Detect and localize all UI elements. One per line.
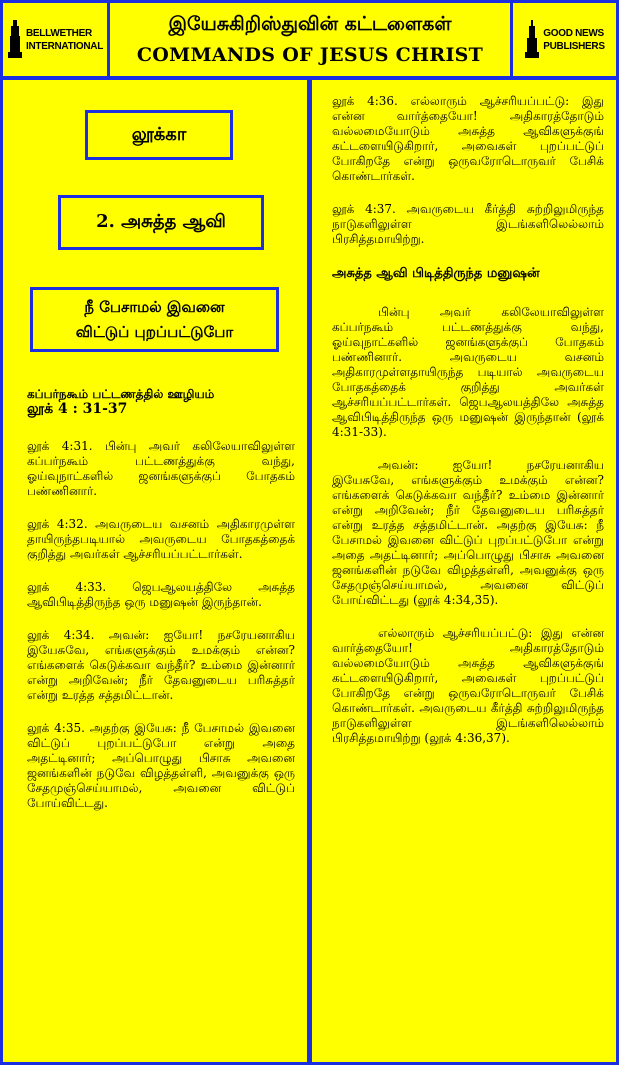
chapter-title-box bbox=[58, 195, 264, 250]
narrative-paragraph: எல்லாரும் ஆச்சரியப்பட்டு: இது என்ன வார்த்தையோ! அதிகாரத்தோடும் வல்லமையோடும் அசுத்த ஆவிகளுக்குங் கட்டளையிடுகிறார், அவைகள் புறப்பட்டுப் போகிறதே என்று ஒருவரோடொருவர் பேசிக் கொண்டார்கள். அவருடைய கீர்த்தி சுற்றிலுமிருந்த நாடுகளிலுள்ள இடங்களிலெல்லாம் பிரசித்தமாயிற்று (லூக் 4:36,37). bbox=[332, 626, 604, 745]
section-title: கப்பர்நகூம் பட்டணத்தில் ஊழியம் bbox=[27, 387, 215, 401]
tower-icon bbox=[524, 20, 540, 60]
title-tamil: இயேசுகிறிஸ்துவின் கட்டளைகள் bbox=[168, 13, 452, 35]
right-logo-line2: PUBLISHERS bbox=[543, 40, 605, 52]
good-news-logo bbox=[513, 3, 616, 76]
book-title-box bbox=[85, 110, 233, 160]
title-english: COMMANDS OF JESUS CHRIST bbox=[136, 44, 484, 66]
left-logo-line1: BELLWETHER bbox=[25, 27, 92, 39]
book-title: லூக்கா bbox=[131, 123, 187, 145]
verse: லூக் 4:33. ஜெபஆலயத்திலே அசுத்த ஆவிபிடித்திருந்த ஒரு மனுஷன் இருந்தான். bbox=[27, 580, 295, 609]
verse: லூக் 4:34. அவன்: ஐயோ! நசரேயனாகிய இயேசுவே, எங்களுக்கும் உமக்கும் என்ன? எங்களைக் கெடுக்கவா வந்தீர்? உம்மை இன்னார் என்று அறிவேன்; நீர் தேவனுடைய பரிசுத்தர் என்று உரத்த சத்தமிட்டான். bbox=[27, 628, 295, 702]
right-column bbox=[312, 80, 616, 1062]
header-title-box bbox=[110, 3, 510, 76]
narrative-paragraph: அவன்: ஐயோ! நசரேயனாகிய இயேசுவே, எங்களுக்கும் உமக்கும் என்ன? எங்களைக் கெடுக்கவா வந்தீர்? உம்மை இன்னார் என்று அறிவேன்; நீர் தேவனுடைய பரிசுத்தர் என்று உரத்த சத்தமிட்டான். அதற்கு இயேசு: நீ பேசாமல் இவனை விட்டுப் புறப்பட்டுபோ என்று அதை அதட்டினார்; அப்பொழுது பிசாசு அவனை ஜனங்களின் நடுவே விழத்தள்ளி, அவனுக்கு ஒரு சேதமுஞ்செய்யாமல், அவனை விட்டுப் போய்விட்டது (லூக் 4:34,35). bbox=[332, 458, 604, 607]
bellwether-logo bbox=[3, 3, 107, 76]
verse: லூக் 4:32. அவருடைய வசனம் அதிகாரமுள்ள தாயிருந்தபடியால் அவருடைய போதகத்தைக் குறித்து அவர்கள் ஆச்சரியப்பட்டார்கள். bbox=[27, 517, 295, 561]
section-reference: லூக் 4 : 31-37 bbox=[27, 401, 128, 417]
command-line-1: நீ பேசாமல் இவனை bbox=[84, 297, 225, 316]
command-line-2: விட்டுப் புறப்பட்டுபோ bbox=[75, 322, 234, 341]
sub-heading: அசுத்த ஆவி பிடித்திருந்த மனுஷன் bbox=[332, 266, 540, 281]
verse: லூக் 4:37. அவருடைய கீர்த்தி சுற்றிலுமிருந்த நாடுகளிலுள்ள இடங்களிலெல்லாம் பிரசித்தமாயிற்று. bbox=[332, 202, 604, 246]
right-logo-line1: GOOD NEWS bbox=[543, 27, 604, 39]
left-text bbox=[27, 387, 295, 829]
verse: லூக் 4:35. அதற்கு இயேசு: நீ பேசாமல் இவனை விட்டுப் புறப்பட்டுபோ என்று அதை அதட்டினார்; அப்பொழுது பிசாசு அவனை ஜனங்களின் நடுவே விழத்தள்ளி, அவனுக்கு ஒரு சேதமுஞ்செய்யாமல், அவனை விட்டுப் போய்விட்டது. bbox=[27, 721, 295, 810]
verse: லூக் 4:31. பின்பு அவர் கலிலேயாவிலுள்ள கப்பர்நகூம் பட்டணத்துக்கு வந்து, ஓய்வுநாட்களில் ஜனங்களுக்குப் போதகம் பண்ணினார். bbox=[27, 439, 295, 498]
narrative-paragraph: பின்பு அவர் கலிலேயாவிலுள்ள கப்பர்நகூம் பட்டணத்துக்கு வந்து, ஓய்வுநாட்களில் ஜனங்களுக்குப் போதகம் பண்ணினார். அவருடைய வசனம் அதிகாரமுள்ளதாயிருந்த படியால் அவருடைய போதகத்தைக் குறித்து அவர்கள் ஆச்சரியப்பட்டார்கள். ஜெபஆலயத்திலே அசுத்த ஆவிபிடித்திருந்த ஒரு மனுஷன் இருந்தான் (லூக் 4:31-33). bbox=[332, 305, 604, 439]
left-column bbox=[3, 80, 307, 1062]
command-box bbox=[30, 287, 279, 352]
bell-tower-icon bbox=[7, 20, 23, 60]
verse: லூக் 4:36. எல்லாரும் ஆச்சரியப்பட்டு: இது என்ன வார்த்தையோ! அதிகாரத்தோடும் வல்லமையோடும் அசுத்த ஆவிகளுக்குங் கட்டளையிடுகிறார், அவைகள் புறப்பட்டுப் போகிறதே என்று ஒருவரோடொருவர் பேசிக் கொண்டார்கள். bbox=[332, 94, 604, 183]
left-logo-line2: INTERNATIONAL bbox=[25, 40, 104, 52]
chapter-title: 2. அசுத்த ஆவி bbox=[96, 211, 226, 232]
right-text bbox=[332, 94, 604, 764]
